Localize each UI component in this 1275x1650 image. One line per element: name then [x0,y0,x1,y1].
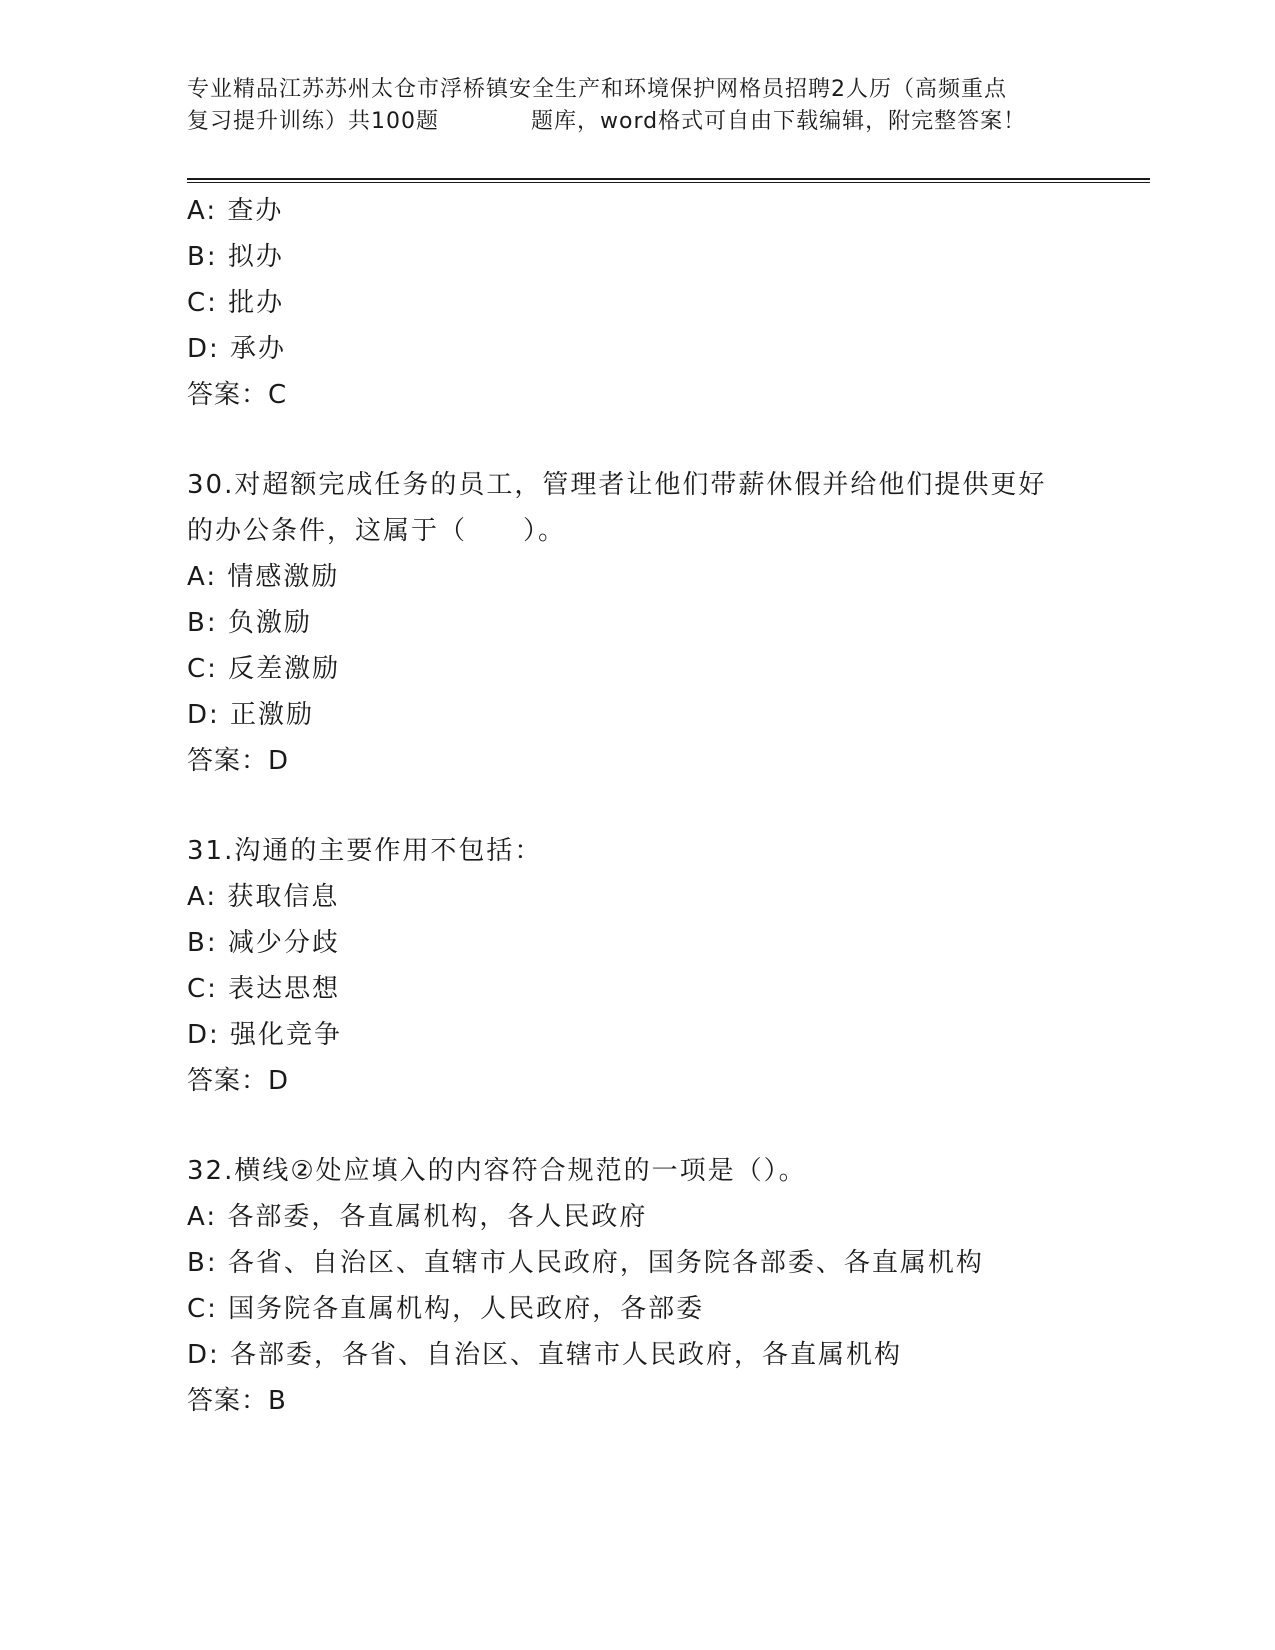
option-a: A: 查办 [187,196,284,226]
option-b: B: 负激励 [187,608,312,638]
option-a: A: 获取信息 [187,882,340,912]
header-title-line-2: 复习提升训练）共100题 题库，word格式可自由下载编辑，附完整答案！ [187,109,1027,134]
option-b: B: 拟办 [187,242,284,272]
header-divider [187,178,1150,183]
question-31 [187,828,1150,1104]
option-d: D: 正激励 [187,700,315,730]
answer: 答案：C [187,380,288,410]
question-29-continuation [187,188,1150,418]
option-c: C: 批办 [187,288,285,318]
answer: 答案：B [187,1386,287,1416]
page-header [187,74,1087,138]
option-d: D: 各部委，各省、自治区、直辖市人民政府，各直属机构 [187,1340,903,1370]
option-c: C: 表达思想 [187,974,341,1004]
option-d: D: 承办 [187,334,287,364]
option-a: A: 各部委，各直属机构，各人民政府 [187,1202,648,1232]
question-30 [187,462,1150,784]
answer: 答案：D [187,1066,290,1096]
question-stem: 31.沟通的主要作用不包括： [187,836,543,866]
option-c: C: 国务院各直属机构，人民政府，各部委 [187,1294,705,1324]
option-b: B: 减少分歧 [187,928,340,958]
answer: 答案：D [187,746,290,776]
header-title-line-1: 专业精品江苏苏州太仓市浮桥镇安全生产和环境保护网格员招聘2人历（高频重点 [187,77,1007,102]
question-stem: 的办公条件，这属于（ ）。 [187,516,567,546]
document-body [187,188,1150,1424]
option-c: C: 反差激励 [187,654,341,684]
option-d: D: 强化竞争 [187,1020,343,1050]
option-b: B: 各省、自治区、直辖市人民政府，国务院各部委、各直属机构 [187,1248,984,1278]
question-32 [187,1148,1150,1424]
question-stem: 32.横线②处应填入的内容符合规范的一项是（）。 [187,1156,807,1186]
option-a: A: 情感激励 [187,562,340,592]
question-stem: 30.对超额完成任务的员工，管理者让他们带薪休假并给他们提供更好 [187,470,1047,500]
